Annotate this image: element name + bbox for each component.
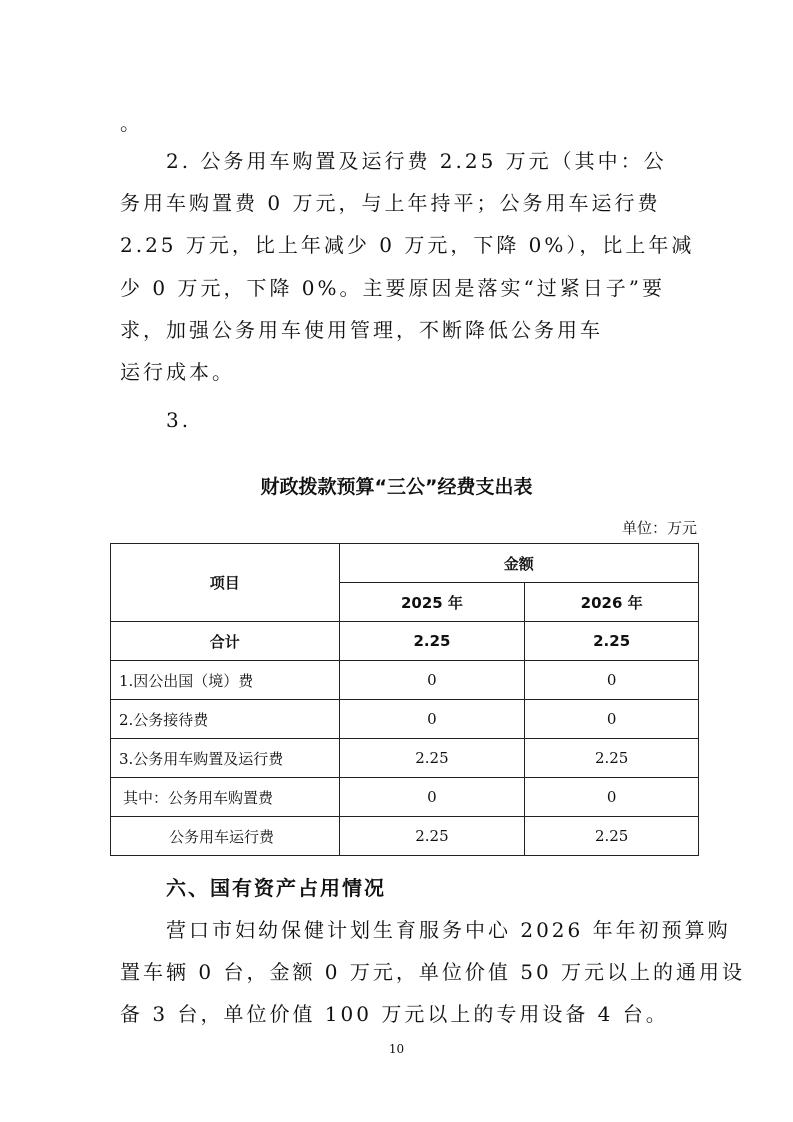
table-header-row [111, 544, 699, 583]
table-row [111, 661, 699, 700]
row-label: 其中：公务用车购置费 [111, 778, 340, 817]
row-value-2026: 2.25 [525, 817, 699, 856]
table-row [111, 778, 699, 817]
row-value-2026: 2.25 [525, 622, 699, 661]
row-value-2025: 0 [339, 661, 525, 700]
header-amount: 金额 [339, 544, 698, 583]
row-value-2025: 0 [339, 778, 525, 817]
section-6-line-1: 营口市妇幼保健计划生育服务中心 2026 年年初预算购 [166, 918, 731, 942]
row-value-2025: 0 [339, 700, 525, 739]
paragraph-2-line-4: 少 0 万元，下降 0%。主要原因是落实“过紧日子”要 [120, 276, 665, 300]
paragraph-2-line-1: 2. 公务用车购置及运行费 2.25 万元（其中：公 [166, 149, 667, 173]
paragraph-2-line-3: 2.25 万元，比上年减少 0 万元，下降 0%），比上年减 [120, 233, 695, 257]
table-row-total [111, 622, 699, 661]
row-value-2025: 2.25 [339, 817, 525, 856]
table-row [111, 739, 699, 778]
table-unit: 单位：万元 [621, 519, 697, 537]
table-title: 财政拨款预算“三公”经费支出表 [260, 476, 533, 498]
row-value-2026: 0 [525, 778, 699, 817]
row-value-2025: 2.25 [339, 739, 525, 778]
row-label: 3.公务用车购置及运行费 [111, 739, 340, 778]
row-label: 合计 [111, 622, 340, 661]
section-6-line-2: 置车辆 0 台，金额 0 万元，单位价值 50 万元以上的通用设 [120, 960, 746, 984]
header-item: 项目 [111, 544, 340, 622]
budget-table [110, 543, 699, 856]
table-row [111, 700, 699, 739]
section-6-heading: 六、国有资产占用情况 [166, 876, 386, 900]
row-label: 公务用车运行费 [111, 817, 340, 856]
paragraph-2-line-6: 运行成本。 [120, 360, 235, 384]
paragraph-2-line-5: 求，加强公务用车使用管理，不断降低公务用车 [120, 318, 603, 342]
stray-punctuation: 。 [120, 111, 143, 135]
row-value-2026: 0 [525, 661, 699, 700]
paragraph-3-number: 3. [166, 408, 192, 432]
page-number: 10 [388, 1042, 405, 1056]
section-6-line-3: 备 3 台，单位价值 100 万元以上的专用设备 4 台。 [120, 1002, 669, 1026]
row-label: 2.公务接待费 [111, 700, 340, 739]
paragraph-2-line-2: 务用车购置费 0 万元，与上年持平；公务用车运行费 [120, 191, 661, 215]
table-row [111, 817, 699, 856]
row-value-2026: 0 [525, 700, 699, 739]
header-year-2025: 2025 年 [339, 583, 525, 622]
row-label: 1.因公出国（境）费 [111, 661, 340, 700]
row-value-2026: 2.25 [525, 739, 699, 778]
header-year-2026: 2026 年 [525, 583, 699, 622]
row-value-2025: 2.25 [339, 622, 525, 661]
